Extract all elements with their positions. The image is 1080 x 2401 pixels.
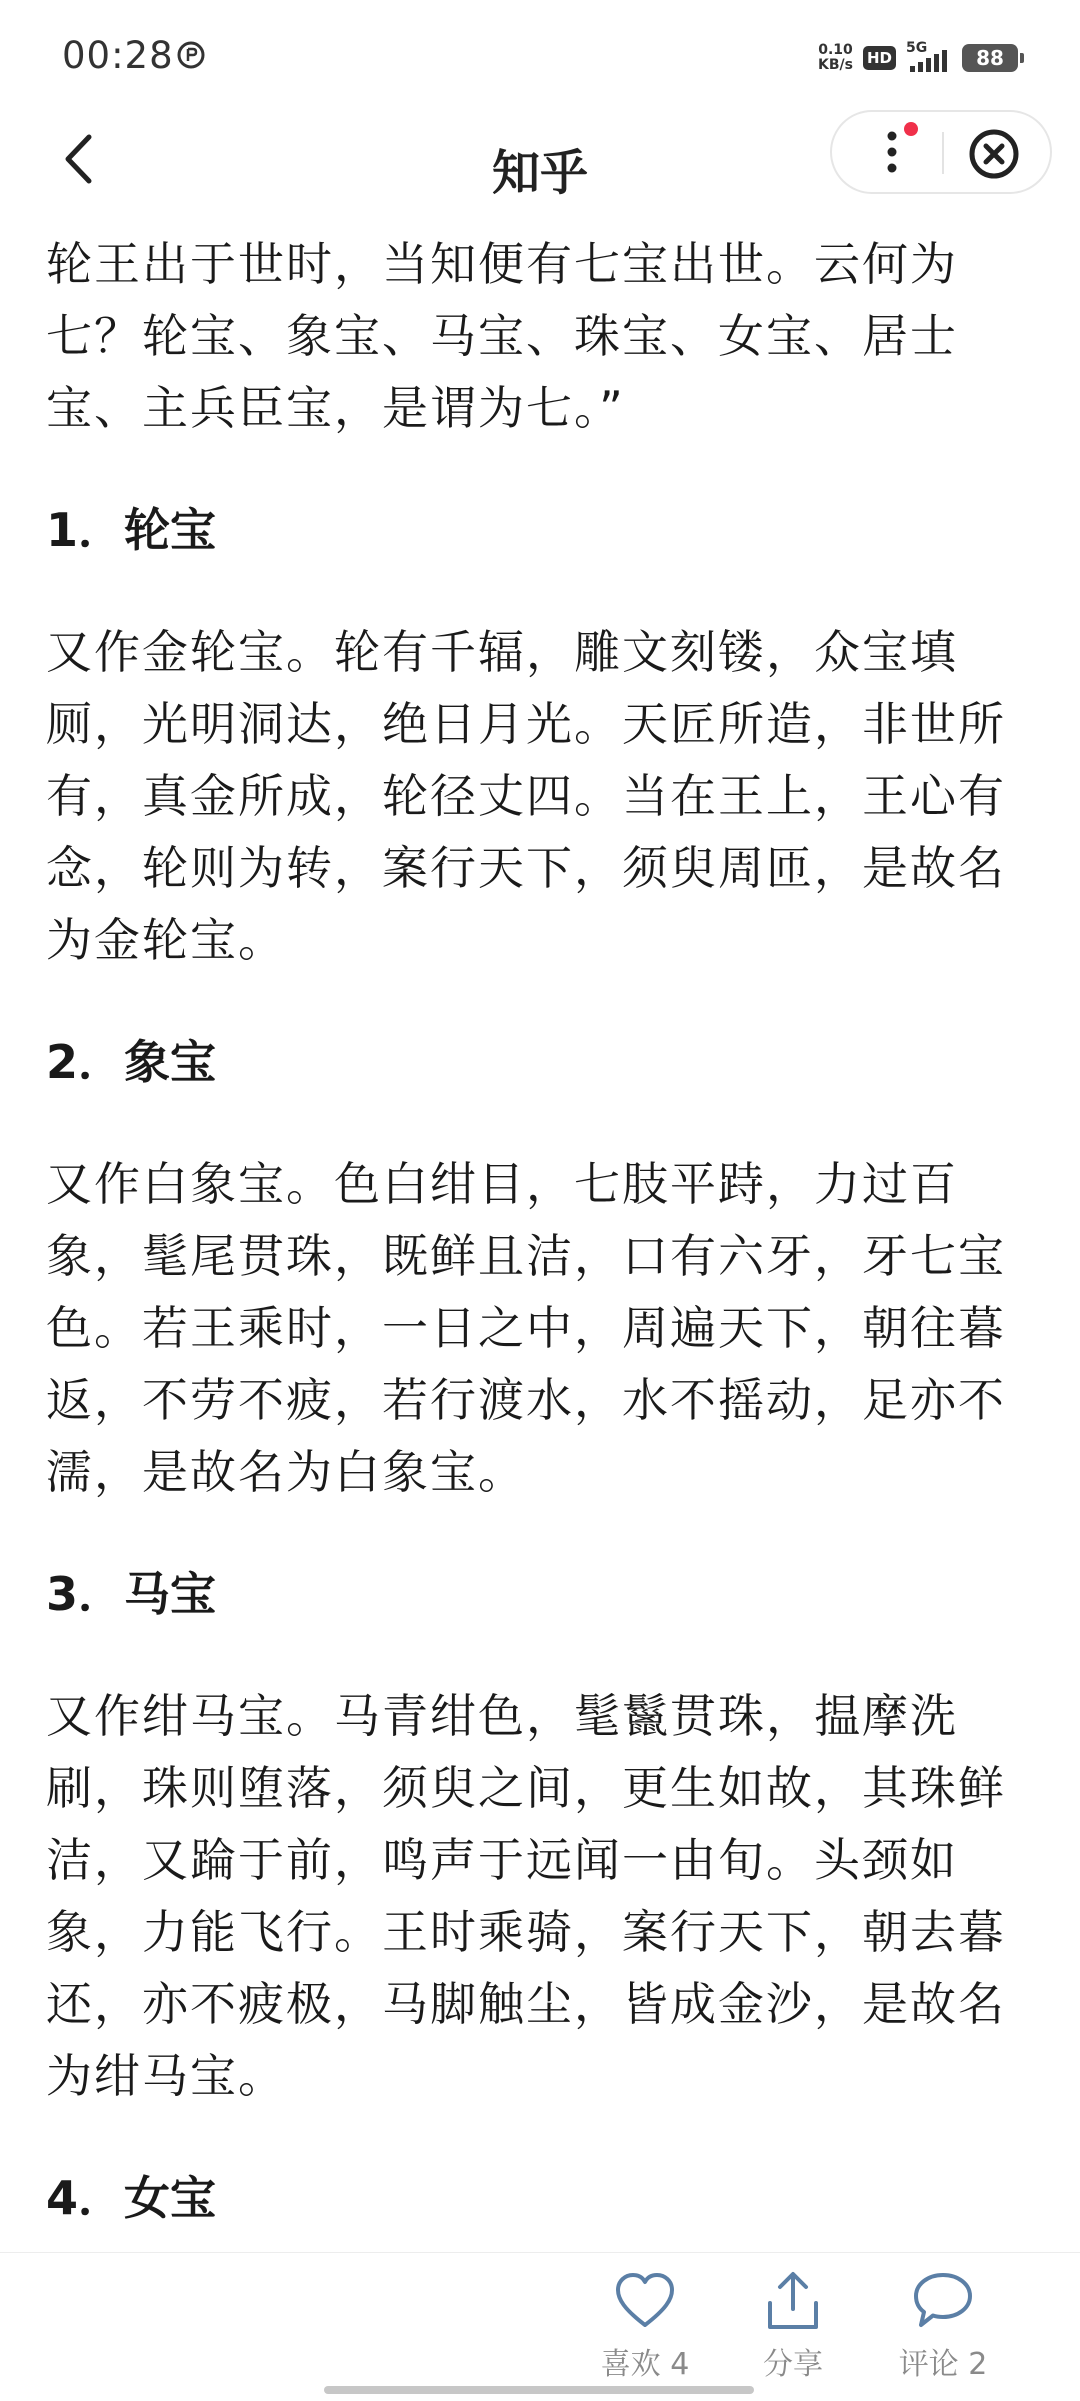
article-content (46, 228, 1036, 2284)
like-button[interactable] (590, 2269, 700, 2383)
hd-badge: HD (863, 46, 896, 70)
status-indicators (818, 38, 1018, 78)
battery-indicator: 88 (962, 44, 1018, 72)
network-speed-value: 0.10 (818, 42, 853, 58)
status-bar (0, 0, 1080, 120)
article-paragraph: 又作白象宝。色白绀目，七肢平跱，力过百象，髦尾贯珠，既鲜且洁，口有六牙，牙七宝色。若王乘时，一日之中，周遍天下，朝往暮返，不劳不疲，若行渡水，水不摇动，足亦不濡，是故名为白象宝。 (46, 1157, 1006, 1499)
header (0, 110, 1080, 220)
share-upload-icon (760, 2269, 826, 2333)
article-paragraph: 轮王出于世时，当知便有七宝出世。云何为七？轮宝、象宝、马宝、珠宝、女宝、居士宝、主兵臣宝，是谓为七。” (46, 237, 958, 435)
comment-label: 评论 2 (898, 2347, 988, 2382)
home-indicator[interactable] (324, 2386, 754, 2394)
section-heading: 4．女宝 (46, 2171, 217, 2225)
page-title: 知乎 (491, 145, 588, 201)
section-heading: 3．马宝 (46, 1567, 217, 1621)
close-circle-icon[interactable] (962, 122, 1026, 186)
do-not-disturb-icon (176, 40, 206, 70)
signal-type: 5G (906, 40, 928, 56)
comment-button[interactable] (888, 2269, 998, 2383)
status-time: 00:28 (62, 34, 174, 77)
like-label: 喜欢 4 (600, 2347, 690, 2382)
network-speed-unit: KB/s (818, 57, 853, 73)
section-heading: 1．轮宝 (46, 503, 217, 557)
mini-program-capsule (830, 110, 1052, 194)
share-button[interactable] (738, 2269, 848, 2383)
bottom-action-bar (0, 2252, 1080, 2401)
network-speed (818, 43, 853, 73)
section-heading: 2．象宝 (46, 1035, 217, 1089)
cellular-signal-icon (906, 40, 952, 76)
heart-icon (612, 2269, 678, 2333)
comment-bubble-icon (910, 2269, 976, 2333)
share-label: 分享 (763, 2347, 823, 2382)
notification-dot (904, 122, 918, 136)
article-paragraph: 又作金轮宝。轮有千辐，雕文刻镂，众宝填厕，光明洞达，绝日月光。天匠所造，非世所有，真金所成，轮径丈四。当在王上，王心有念，轮则为转，案行天下，须臾周匝，是故名为金轮宝。 (46, 625, 1006, 967)
capsule-divider (942, 132, 944, 174)
article-paragraph: 又作绀马宝。马青绀色，髦鬣贯珠，揾摩洗刷，珠则堕落，须臾之间，更生如故，其珠鲜洁，又踚于前，鸣声于远闻一由旬。头颈如象，力能飞行。王时乘骑，案行天下，朝去暮还，亦不疲极，马脚触尘，皆成金沙，是故名为绀马宝。 (46, 1689, 1006, 2103)
